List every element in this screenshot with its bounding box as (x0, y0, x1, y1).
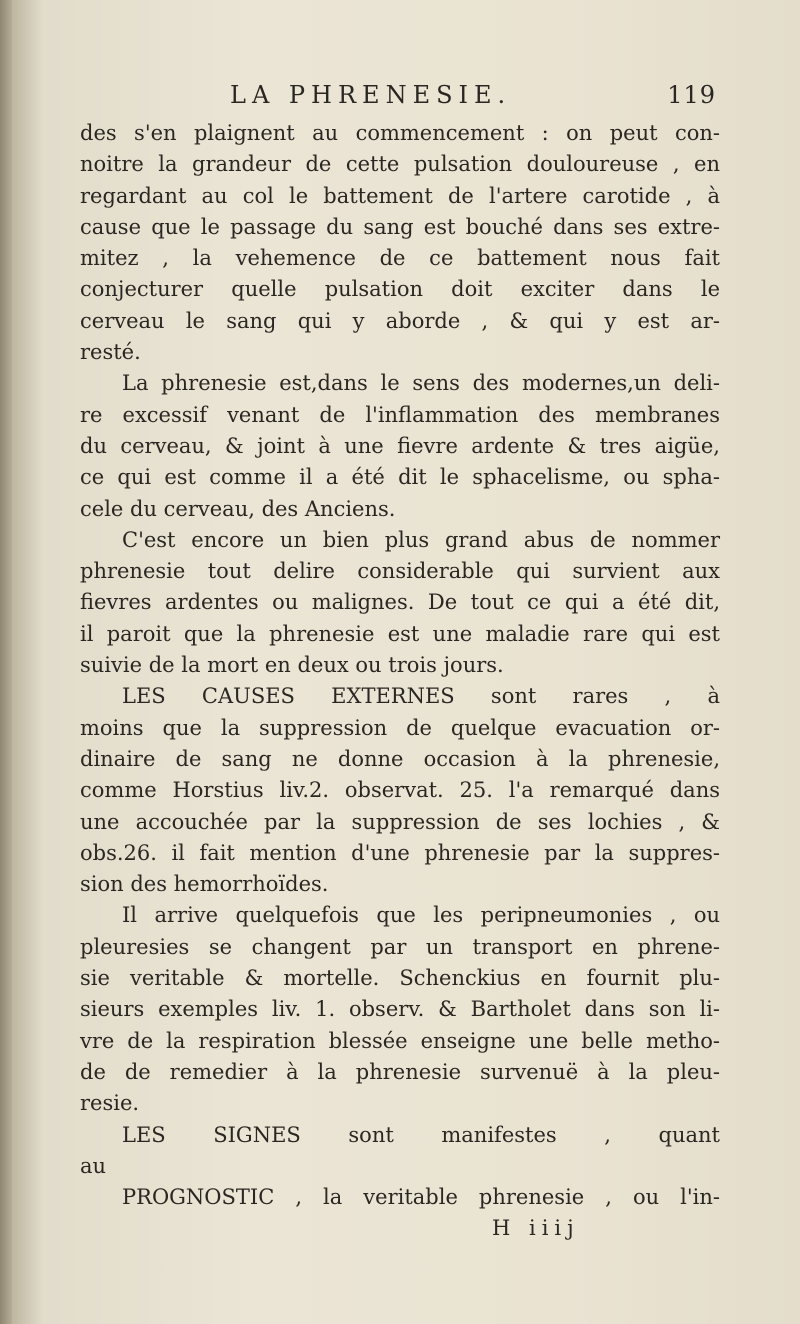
text-line: regardant au col le battement de l'artere carotide , à (80, 183, 720, 208)
text-line: moins que la suppression de quelque evacuation or- (80, 715, 720, 740)
text-line: LES SIGNES sont manifestes , quant (122, 1122, 720, 1147)
text-line: LES CAUSES EXTERNES sont rares , à (122, 684, 720, 709)
text-line: comme Horstius liv.2. observat. 25. l'a remarqué dans (80, 778, 720, 803)
text-line: vre de la respiration blessée enseigne une belle metho- (80, 1028, 720, 1053)
running-title: LA PHRENESIE. (230, 81, 512, 109)
text-line: dinaire de sang ne donne occasion à la phrenesie, (80, 746, 720, 771)
text-line: La phrenesie est,dans le sens des modernes,un deli- (122, 371, 720, 396)
text-line: C'est encore un bien plus grand abus de nommer (122, 527, 720, 552)
running-header (80, 80, 720, 118)
text-line: sion des hemorrhoïdes. (80, 872, 329, 897)
text-line: Il arrive quelquefois que les peripneumonies , ou (122, 903, 720, 928)
text-line: resté. (80, 340, 141, 365)
page-footer (80, 1213, 720, 1245)
text-line: cele du cerveau, des Anciens. (80, 496, 396, 521)
text-line: obs.26. il fait mention d'une phrenesie par la suppres- (80, 840, 720, 865)
text-line: cause que le passage du sang est bouché dans ses extre- (80, 214, 720, 239)
text-line: cerveau le sang qui y aborde , & qui y est ar- (80, 308, 720, 333)
text-line: des s'en plaignent au commencement : on peut con- (80, 121, 720, 145)
text-line: sie veritable & mortelle. Schenckius en fournit plu- (80, 966, 720, 991)
page-number: 119 (667, 81, 716, 109)
text-line: fievres ardentes ou malignes. De tout ce qui a été dit, (80, 590, 720, 615)
text-line: pleuresies se changent par un transport en phrene- (80, 934, 720, 959)
text-line: conjecturer quelle pulsation doit exciter dans le (80, 277, 720, 302)
text-line: du cerveau, & joint à une fievre ardente & tres aigüe, (80, 433, 720, 458)
text-line: de de remedier à la phrenesie survenuë à la pleu- (80, 1059, 720, 1084)
text-line: ce qui est comme il a été dit le sphacelisme, ou spha- (80, 465, 720, 490)
text-line: mitez , la vehemence de ce battement nous fait (80, 246, 720, 271)
text-line: il paroit que la phrenesie est une maladie rare qui est (80, 621, 720, 646)
text-line: au (80, 1153, 107, 1178)
book-page (12, 0, 800, 1324)
text-line: noitre la grandeur de cette pulsation douloureuse , en (80, 152, 720, 177)
book-gutter (0, 0, 12, 1324)
signature-mark: H iiij (492, 1216, 580, 1241)
text-line: suivie de la mort en deux ou trois jours. (80, 653, 504, 678)
text-line: resie. (80, 1091, 140, 1116)
page-text (80, 80, 720, 1245)
text-line: phrenesie tout delire considerable qui survient aux (80, 559, 720, 584)
text-line: re excessif venant de l'inflammation des membranes (80, 402, 720, 427)
text-line: PROGNOSTIC , la veritable phrenesie , ou l'in- (122, 1185, 720, 1210)
text-line: une accouchée par la suppression de ses lochies , & (80, 809, 720, 834)
text-line: sieurs exemples liv. 1. observ. & Bartholet dans son li- (80, 997, 720, 1022)
